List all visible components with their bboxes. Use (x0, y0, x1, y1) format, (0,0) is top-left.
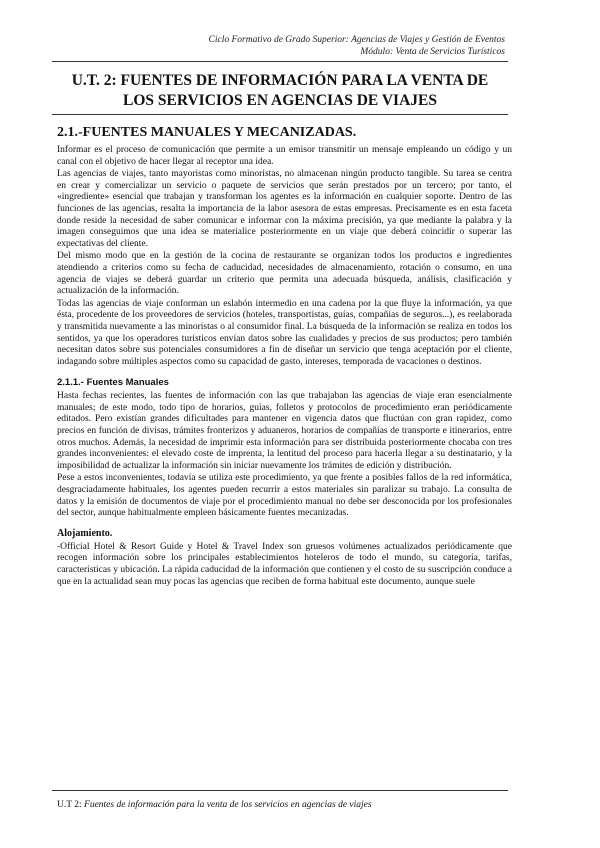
section-paragraph: Todas las agencias de viaje conforman un eslabón intermedio en una cadena por la que fluye la información, ya que ésta, procedente de los proveedores de servicios (hoteles, transportistas, guías, compañías de seguros...), es reelaborada y transmitida nuevamente a las minoristas o al consumidor final. La búsqueda de la información se realiza en todos los sentidos, ya que los operadores turísticos envían datos sobre las cualidades y precios de sus productos; pero también necesitan datos sobre sus potenciales consumidores a fin de diseñar un servicio que tenga aceptación por el cliente, indagando sobre múltiples aspectos como su capacidad de gasto, intereses, temporada de vacaciones o destinos. (57, 298, 512, 367)
section-paragraph: Las agencias de viajes, tanto mayoristas como minoristas, no almacenan ningún producto tangible. Su tarea se centra en crear y comercializar un servicio o paquete de servicios que serán prestados por un tercero; por tanto, el «ingrediente» esencial que trabajan y transforman los agentes es la información en cualquier soporte. Dentro de las funciones de las agencias, resalta la importancia de la labor asesora de estas empresas. Precisamente es en esta faceta donde reside la necesidad de saber comunicar e informar con la máxima precisión, ya que mediante la palabra y la imagen conseguimos que una idea se materialice posteriormente en un viaje que deberá coincidir o superar las expectativas del cliente. (57, 169, 512, 249)
subsection-paragraph: Pese a estos inconvenientes, todavía se utiliza este procedimiento, ya que frente a posibles fallos de la red informática, desgraciadamente habituales, los agentes pueden recurrir a estos materiales sin paralizar su trabajo. La consulta de datos y la emisión de documentos de viaje por el procedimiento manual no debe ser desconocida por los profesionales del sector, aunque habitualmente empleen básicamente fuentes mecanizadas. (57, 473, 512, 519)
header-course-line: Ciclo Formativo de Grado Superior: Agencias de Viajes y Gestión de Eventos (208, 35, 505, 45)
running-header (209, 34, 505, 58)
section-paragraph: Del mismo modo que en la gestión de la cocina de restaurante se organizan todos los productos e ingredientes atendiendo a criterios como su fecha de caducidad, necesidades de almacenamiento, rotación o consumo, en una agencia de viajes se deberá guardar un criterio que permita una adecuada búsqueda, análisis, clasificación y actualización de la información. (57, 251, 512, 297)
header-divider (52, 61, 508, 62)
subsection-heading: 2.1.1.- Fuentes Manuales (57, 377, 169, 389)
document-body (57, 124, 512, 588)
section-paragraph: Informar es el proceso de comunicación que permite a un emisor transmitir un mensaje empleando un código y un canal con el objetivo de hacer llegar al receptor una idea. (57, 145, 512, 167)
page-title-line-1: U.T. 2: FUENTES DE INFORMACIÓN PARA LA VENTA DE (71, 72, 489, 89)
page-title (52, 71, 508, 111)
subsection-paragraph: Hasta fechas recientes, las fuentes de información con las que trabajaban las agencias de viaje eran esencialmente manuales; de este modo, todo tipo de horarios, guías, folletos y protocolos de procedimiento eran periódicamente editados. Pero existían grandes dificultades para mantener en vigencia datos que fluctúan con gran rapidez, como precios en función de divisas, trámites fronterizos y aduaneros, horarios de compañías de transporte e itinerarios, entre otros muchos. Además, la necesidad de imprimir esta información para ser distribuida posteriormente chocaba con tres grandes inconvenientes: el elevado coste de imprenta, la lentitud del proceso para hacerla llegar a su destinatario, y la imposibilidad de actualizar la información sin iniciar nuevamente los trámites de edición y distribución. (57, 391, 512, 471)
section-heading: 2.1.-FUENTES MANUALES Y MECANIZADAS. (57, 125, 357, 140)
page-title-line-2: LOS SERVICIOS EN AGENCIAS DE VIAJES (122, 92, 437, 109)
header-module-line: Módulo: Venta de Servicios Turísticos (360, 47, 505, 57)
lodging-paragraph: -Official Hotel & Resort Guide y Hotel & Travel Index son gruesos volúmenes actualizados periódicamente que recogen información sobre los principales establecimientos hoteleros de todo el mundo, su categoría, tarifas, características y ubicación. La rápida caducidad de la información que contienen y el costo de su suscripción conduce a que en la actualidad sean muy pocas las agencias que reciben de forma habitual este documento, aunque suele (57, 541, 512, 587)
footer-divider (52, 790, 508, 791)
lodging-heading: Alojamiento. (57, 527, 113, 539)
footer-title: Fuentes de información para la venta de los servicios en agencias de viajes (84, 800, 372, 810)
running-footer (57, 799, 372, 811)
title-divider (52, 114, 508, 115)
footer-unit-label: U.T 2: (57, 800, 85, 810)
